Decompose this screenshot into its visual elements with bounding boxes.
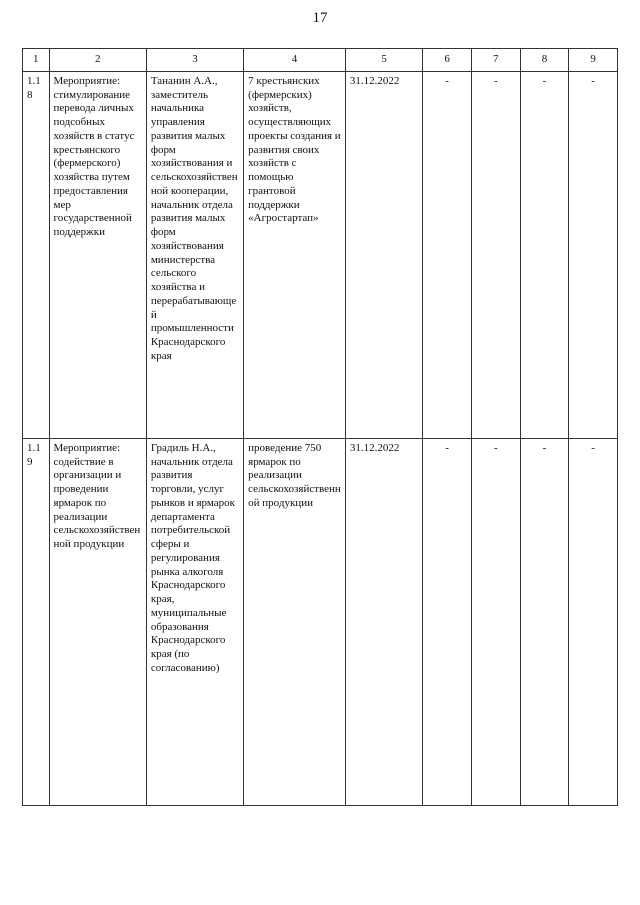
column-number: 8 <box>520 49 569 72</box>
value-cell: - <box>423 71 472 438</box>
value-cell: - <box>471 438 520 805</box>
value-cell: - <box>520 438 569 805</box>
column-number: 5 <box>345 49 422 72</box>
column-number-row <box>23 49 618 72</box>
column-number: 7 <box>471 49 520 72</box>
column-number: 1 <box>23 49 50 72</box>
column-number: 3 <box>146 49 243 72</box>
deadline-date: 31.12.2022 <box>345 71 422 438</box>
value-cell: - <box>520 71 569 438</box>
expected-result: проведение 750 ярмарок по реализации сельскохозяйственной продукции <box>244 438 346 805</box>
responsible-person: Градиль Н.А., начальник отдела развития торговли, услуг рынков и ярмарок департамента потребительской сферы и регулирования рынка алкоголя Краснодарского края, муниципальные образования Краснодарского края (по согласованию) <box>146 438 243 805</box>
measures-table <box>22 48 618 806</box>
page-number: 17 <box>312 10 328 26</box>
value-cell: - <box>569 71 618 438</box>
value-cell: - <box>569 438 618 805</box>
event-description: Мероприятие: содействие в организации и проведении ярмарок по реализации сельскохозяйственной продукции <box>49 438 146 805</box>
event-description: Мероприятие: стимулирование перевода личных подсобных хозяйств в статус крестьянского (фермерского) хозяйства путем предоставления мер государственной поддержки <box>49 71 146 438</box>
expected-result: 7 крестьянских (фермерских) хозяйств, осуществляющих проекты создания и развития своих хозяйств с помощью грантовой поддержки «Агростартап» <box>244 71 346 438</box>
row-number: 1.19 <box>23 438 50 805</box>
table-row <box>23 71 618 438</box>
table-row <box>23 438 618 805</box>
column-number: 2 <box>49 49 146 72</box>
value-cell: - <box>471 71 520 438</box>
column-number: 6 <box>423 49 472 72</box>
deadline-date: 31.12.2022 <box>345 438 422 805</box>
column-number: 4 <box>244 49 346 72</box>
column-number: 9 <box>569 49 618 72</box>
responsible-person: Тананин А.А., заместитель начальника управления развития малых форм хозяйствования и сельскохозяйственной кооперации, начальник отдела развития малых форм хозяйствования министерства сельского хозяйства и перерабатывающей промышленности Краснодарского края <box>146 71 243 438</box>
value-cell: - <box>423 438 472 805</box>
row-number: 1.18 <box>23 71 50 438</box>
